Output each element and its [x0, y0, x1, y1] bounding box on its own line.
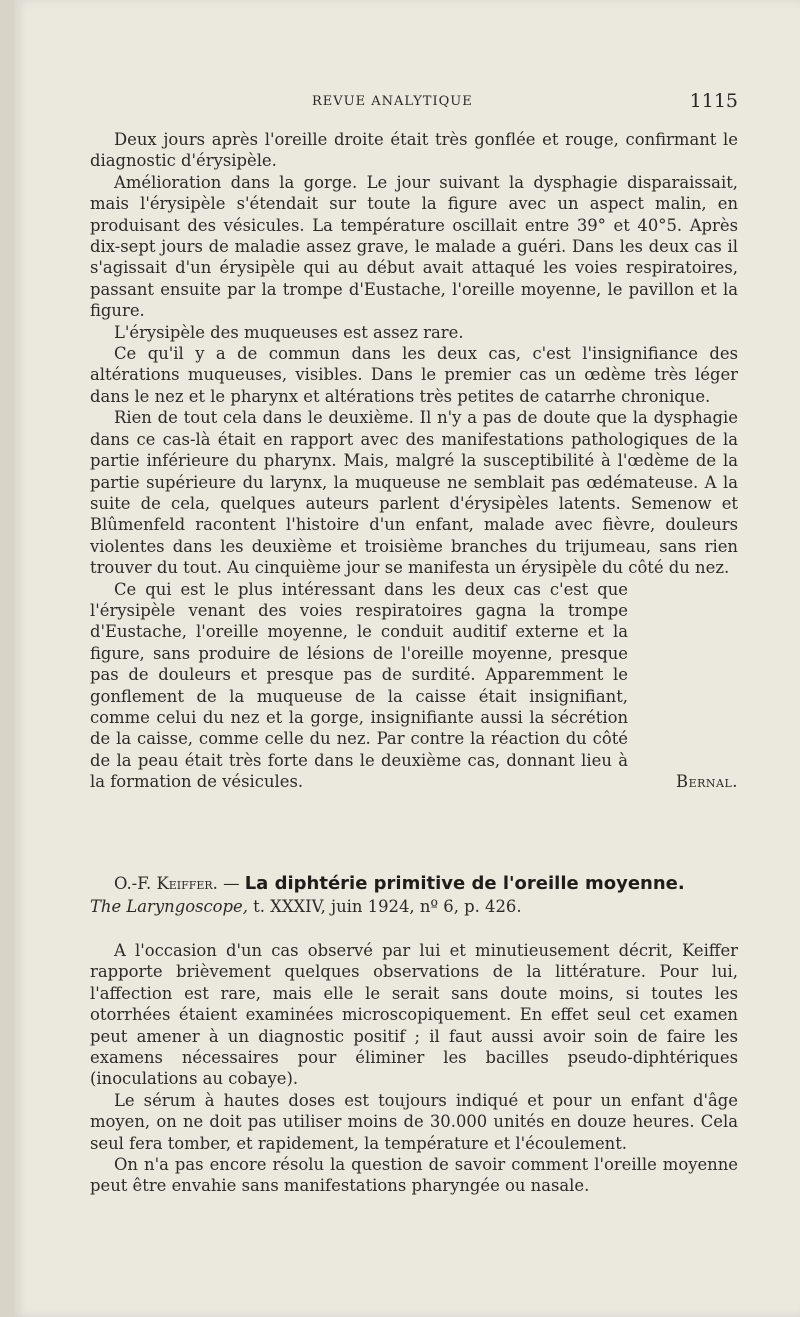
running-title: REVUE ANALYTIQUE	[312, 94, 473, 109]
paragraph-with-signature	[90, 579, 738, 793]
paragraph: A l'occasion d'un cas observé par lui et minutieusement décrit, Keiffer rapporte brièvement quelques observations de la littérature. Pour lui, l'affection est rare, mais elle le serait sans doute moins, si toutes les otorrhées étaient examinées microscopiquement. En effet seul cet examen peut amener à un diagnostic positif ; il faut aussi avoir soin de faire les examens nécessaires pour éliminer les bacilles pseudo-diphtériques (inoculations au cobaye).	[90, 941, 738, 1089]
page-header	[90, 88, 738, 114]
paragraph: Rien de tout cela dans le deuxième. Il n'y a pas de doute que la dysphagie dans ce cas-là était en rapport avec des manifestations pathologiques de la partie inférieure du pharynx. Mais, malgré la susceptibilité à l'œdème de la partie supérieure du larynx, la muqueuse ne semblait pas œdémateuse. A la suite de cela, quelques auteurs parlent d'érysipèles latents. Semenow et Blûmenfeld racontent l'histoire d'un enfant, malade avec fièvre, douleurs violentes dans les deuxième et troisième branches du trijumeau, sans rien trouver du tout. Au cinquième jour se manifesta un érysipèle du côté du nez.	[90, 408, 738, 578]
paragraph: Ce qu'il y a de commun dans les deux cas, c'est l'insignifiance des altérations muqueuses, visibles. Dans le premier cas un œdème très léger dans le nez et le pharynx et altérations très petites de catarrhe chronique.	[90, 344, 738, 406]
paragraph: L'érysipèle des muqueuses est assez rare.	[114, 322, 464, 342]
article-citation	[90, 872, 738, 918]
citation-author: O.-F. Keiffer.	[114, 874, 218, 893]
citation-dash: —	[223, 874, 240, 893]
review-text-diphterie	[90, 940, 738, 1197]
paragraph: Le sérum à hautes doses est toujours indiqué et pour un enfant d'âge moyen, on ne doit pas utiliser moins de 30.000 unités en douze heures. Cela seul fera tomber, et rapidement, la température et l'écoulement.	[90, 1090, 738, 1153]
page-number: 1115	[689, 90, 738, 112]
paragraph: Ce qui est le plus intéressant dans les deux cas c'est que l'érysipèle venant des voies respiratoires gagna la trompe d'Eustache, l'oreille moyenne, le conduit auditif externe et la figure, sans produire de lésions de l'oreille moyenne, presque pas de douleurs et presque pas de surdité. Apparemment le gonflement de la muqueuse de la caisse était insignifiant, comme celui du nez et la gorge, insignifiante aussi la sécrétion de la caisse, comme celle du nez. Par contre la réaction du côté de la peau était très forte dans le deuxième cas, donnant lieu à la formation de vésicules.	[90, 579, 628, 792]
review-text-erysipele	[90, 129, 738, 793]
citation-line-1	[90, 872, 738, 895]
citation-details: t. XXXIV, juin 1924, nº 6, p. 426.	[253, 897, 522, 916]
citation-line-2	[90, 895, 738, 918]
reviewer-signature: Bernal.	[676, 772, 738, 792]
citation-title: La diphtérie primitive de l'oreille moyenne.	[244, 873, 685, 894]
paragraph: Deux jours après l'oreille droite était très gonflée et rouge, confirmant le diagnostic d'érysipèle.	[90, 130, 738, 171]
paragraph: On n'a pas encore résolu la question de savoir comment l'oreille moyenne peut être envahie sans manifestations pharyngée ou nasale.	[90, 1155, 738, 1196]
citation-journal: The Laryngoscope,	[90, 897, 248, 916]
paragraph: Amélioration dans la gorge. Le jour suivant la dysphagie disparaissait, mais l'érysipèle s'étendait sur toute la figure avec un aspect malin, en produisant des vésicules. La température oscillait entre 39° et 40°5. Après dix-sept jours de maladie assez grave, le malade a guéri. Dans les deux cas il s'agissait d'un érysipèle qui au début avait attaqué les voies respiratoires, passant ensuite par la trompe d'Eustache, l'oreille moyenne, le pavillon et la figure.	[90, 172, 738, 321]
